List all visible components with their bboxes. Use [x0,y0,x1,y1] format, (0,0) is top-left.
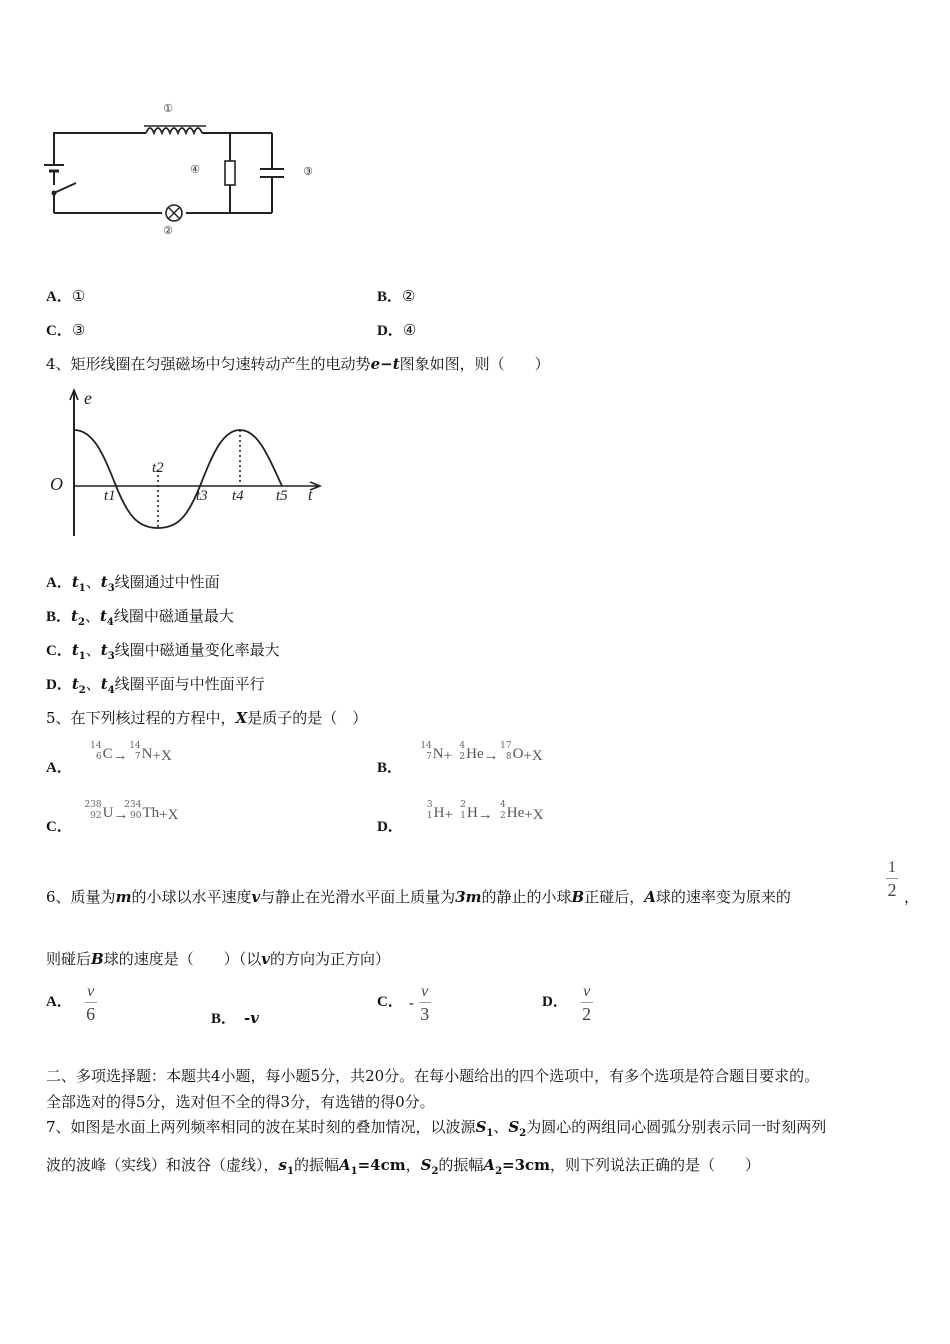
atomic-number: 1 [460,811,466,821]
stem-text: 正碰后， [584,888,645,906]
nuclide [453,801,478,823]
option-letter: A． [46,289,72,305]
var-v: v [261,950,270,968]
mass-number: 17 [500,741,512,751]
element-symbol: N [141,746,153,762]
var-s1: S [475,1118,487,1136]
var-s2: S [420,1156,432,1174]
element-symbol: He [466,746,484,762]
q3-option-d[interactable] [377,319,416,340]
mass-number: 14 [90,741,102,751]
stem-text: 球的速率变为原来的 [655,888,791,906]
q4-option-d[interactable] [46,673,265,696]
nuclide [89,742,113,764]
q4-option-b[interactable] [46,605,234,628]
atomic-number: 92 [90,811,102,821]
fraction-v-over-2 [581,984,593,1023]
question-number: 4、 [46,355,71,373]
q7-stem-line1 [46,1116,826,1139]
var-a1: A [338,1156,351,1174]
nuclear-equation [84,800,179,823]
separator: 、 [84,607,100,625]
section-heading [46,1065,819,1086]
var: t [71,573,79,591]
option-letter: C． [46,819,72,835]
subscript: 1 [286,1166,294,1177]
option-letter: B． [46,609,72,625]
option-text: ③ [71,321,86,339]
subscript: 1 [486,1128,494,1139]
value: =3cm [502,1156,551,1174]
var-t: t [392,355,400,373]
subscript: 4 [107,685,115,696]
q3-option-b[interactable] [377,285,415,306]
nuclide [493,801,525,823]
equation-operator: → [483,748,499,764]
section-text: 二、多项选择题：本题共4小题，每小题5分，共20分。在每小题给出的四个选项中，有多个选项是符合题目要求的。 [46,1067,820,1085]
q6-option-d[interactable] [542,984,593,1023]
option-text: 线圈通过中性面 [114,573,220,591]
fraction-v-over-6 [85,984,97,1023]
var-m: m [115,888,132,906]
subscript: 4 [106,617,114,628]
mass-number: 4 [459,741,466,751]
question-number: 6、 [46,888,71,906]
section-text: 全部选对的得5分，选对但不全的得3分，有选错的得0分。 [46,1093,435,1111]
nuclide [84,800,114,823]
nuclear-equation [419,741,543,764]
element-symbol: H [433,805,445,821]
equation-operator: +X [159,807,179,823]
element-symbol: Th [142,805,160,821]
option-text: 线圈平面与中性面平行 [114,675,265,693]
tick-t3: t3 [196,488,208,504]
var-a: A [644,888,656,906]
subscript: 3 [107,651,115,662]
origin-label: O [50,474,63,494]
stem-text: 矩形线圈在匀强磁场中匀速转动产生的电动势 [70,355,371,373]
stem-text: ，则下列说法正确的是（ ） [550,1156,761,1174]
fraction-v-over-3 [419,984,431,1023]
q3-option-a[interactable] [46,285,85,306]
q6-option-b[interactable] [211,1007,259,1028]
option-letter: C． [46,643,72,659]
element-symbol: U [102,805,114,821]
element-symbol: N [432,746,444,762]
subscript: 2 [495,1166,503,1177]
circuit-label-resistor: ④ [190,164,200,176]
q6-comma [904,886,919,907]
nuclide [452,742,484,764]
mass-number: 14 [129,741,141,751]
q5-stem [46,707,367,728]
option-letter: D． [46,677,72,693]
tick-t4: t4 [232,488,244,504]
section-instructions [46,1091,435,1112]
fraction-one-half [886,860,898,899]
stem-text: 如图是水面上两列频率相同的波在某时刻的叠加情况，以波源 [70,1118,476,1136]
option-letter: A． [46,993,72,1010]
q4-option-a[interactable] [46,571,220,594]
nuclide [124,800,160,823]
subscript: 1 [350,1166,358,1177]
tick-t2: t2 [152,460,164,476]
option-letter: C． [46,323,72,339]
var: t [71,675,79,693]
var-x: X [235,709,248,727]
fraction-denominator: 3 [420,1004,430,1024]
atomic-number: 6 [95,752,102,762]
q7-stem-line2 [46,1154,760,1177]
var-s1: s [278,1156,287,1174]
subscript: 1 [78,651,86,662]
axis-label-e: e [84,388,92,408]
equation-operator: +X [524,807,544,823]
var-v: v [251,888,261,906]
q5-option-c[interactable] [46,800,179,835]
atomic-number: 2 [459,752,466,762]
atomic-number: 1 [426,811,433,821]
subscript: 2 [431,1166,439,1177]
atomic-number: 7 [426,752,432,762]
nuclide [128,742,153,764]
tick-t1: t1 [104,488,116,504]
subscript: 2 [77,617,85,628]
stem-text: 波的波峰（实线）和波谷（虚线）， [46,1156,279,1174]
stem-text: 的静止的小球 [481,888,572,906]
option-letter: D． [377,323,403,339]
var: t [100,641,108,659]
question-number: 7、 [46,1118,71,1136]
equation-operator: +X [152,748,172,764]
circuit-label-capacitor: ③ [303,166,313,178]
stem-text: 球的速度是（ ）（以 [103,950,262,968]
q5-option-a[interactable] [46,741,172,776]
minus-sign: - [408,993,414,1012]
mass-number: 2 [460,800,466,810]
separator: 、 [85,675,101,693]
var: t [100,573,108,591]
stem-text: ， [904,888,920,906]
atomic-number: 2 [500,811,506,821]
q6-stem [46,886,791,907]
mass-number: 3 [426,800,433,810]
tick-t5: t5 [276,488,288,504]
equation-operator: +X [523,748,543,764]
var: t [71,607,78,625]
option-letter: A． [46,760,72,776]
subscript: 3 [107,583,115,594]
stem-text: 与静止在光滑水平面上质量为 [260,888,456,906]
q6-stem-line2 [46,948,390,969]
separator: 、 [493,1118,509,1136]
stem-text: 的方向为正方向） [269,950,390,968]
option-text: 线圈中磁通量变化率最大 [114,641,280,659]
option-letter: B． [377,289,403,305]
nuclide [420,801,445,823]
var-e: e [370,355,381,373]
element-symbol: O [512,746,524,762]
option-letter: B． [377,760,403,776]
stem-text: 的小球以水平速度 [131,888,252,906]
subscript: 1 [78,583,86,594]
var-a2: A [483,1156,496,1174]
fraction-denominator: 6 [86,1004,96,1024]
atomic-number: 8 [505,752,512,762]
question-number: 5、 [46,709,71,727]
mass-number: 238 [84,800,102,810]
option-text: -v [244,1009,259,1027]
stem-text: 质量为 [70,888,116,906]
stem-text: 在下列核过程的方程中， [70,709,236,727]
emf-time-graph [42,386,332,546]
stem-text: 的振幅 [438,1156,484,1174]
mass-number: 234 [124,800,142,810]
stem-text: 为圆心的两组同心圆弧分别表示同一时刻两列 [526,1118,827,1136]
equation-operator: + [444,807,453,823]
q4-stem [46,353,550,374]
fraction-denominator: 2 [582,1004,592,1024]
nuclide [419,742,444,764]
element-symbol: He [506,805,525,821]
option-text: ② [402,287,416,305]
mass-number: 4 [500,800,506,810]
option-letter: D． [542,993,568,1010]
option-letter: B． [211,1011,237,1027]
fraction-numerator: v [583,983,591,1000]
element-symbol: C [102,746,113,762]
circuit-label-inductor: ① [163,103,173,115]
nuclide [499,742,524,764]
fraction-numerator: v [87,983,95,1000]
equation-operator: → [112,748,128,764]
q6-option-c[interactable] [377,984,431,1023]
option-text: 线圈中磁通量最大 [113,607,234,625]
nuclear-equation [420,800,544,823]
option-text: ④ [402,321,417,339]
var: t [99,607,107,625]
fraction-denominator: 2 [887,880,897,900]
equation-operator: + [443,748,453,764]
subscript: 2 [78,685,86,696]
separator: 、 [85,573,101,591]
var-b: B [91,950,104,968]
stem-text: 是质子的是（ ） [247,709,368,727]
option-letter: A． [46,575,72,591]
q5-option-b[interactable] [377,741,543,776]
circuit-label-lamp: ② [163,225,173,237]
fraction-numerator: 1 [888,859,896,876]
equation-operator: → [477,807,493,823]
value: =4cm [357,1156,406,1174]
var-s2: S [508,1118,520,1136]
option-letter: D． [377,819,403,835]
var: t [100,675,108,693]
nuclear-equation [89,741,172,764]
circuit-diagram [40,95,330,245]
subscript: 2 [519,1128,527,1139]
axis-label-t: t [308,487,313,504]
q3-option-c[interactable] [46,319,85,340]
equation-operator: → [113,807,129,823]
var: t [71,641,79,659]
dash: − [380,355,393,373]
option-letter: C． [377,993,403,1010]
stem-text: ， [405,1156,421,1174]
option-text: ① [71,287,86,305]
q4-option-c[interactable] [46,639,280,662]
q5-option-d[interactable] [377,800,544,835]
var-3m: 3m [455,888,482,906]
element-symbol: H [466,805,478,821]
q6-option-a[interactable] [46,984,97,1023]
atomic-number: 7 [134,752,141,762]
atomic-number: 90 [130,811,142,821]
separator: 、 [85,641,101,659]
var-b: B [571,888,585,906]
fraction-numerator: v [421,983,429,1000]
stem-text: 图象如图，则（ ） [399,355,550,373]
stem-text: 的振幅 [293,1156,339,1174]
mass-number: 14 [420,741,432,751]
stem-text: 则碰后 [46,950,92,968]
